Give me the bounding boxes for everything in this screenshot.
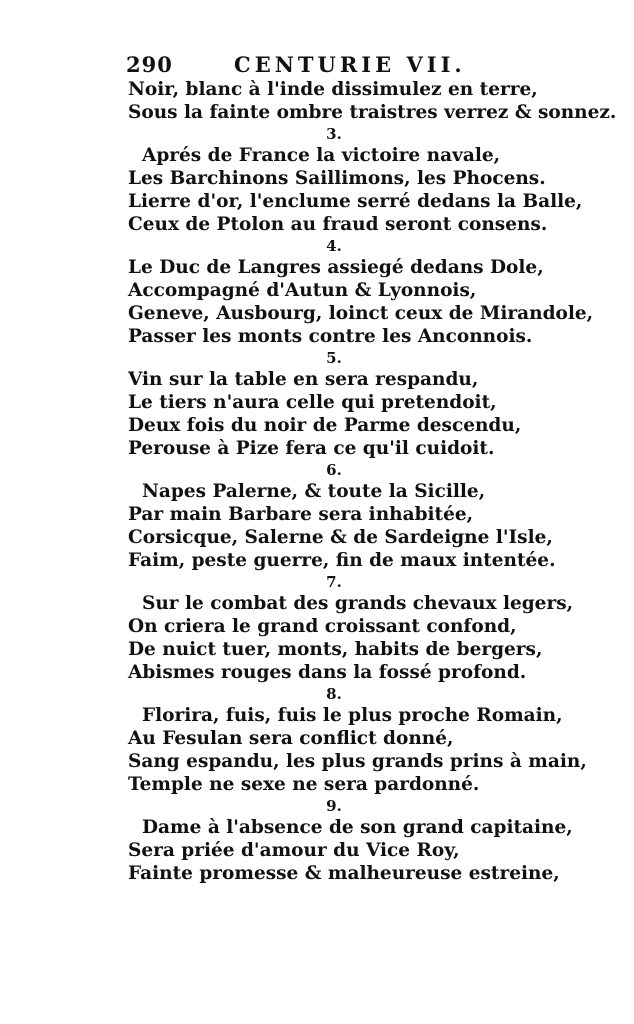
verse-line: Sera priée d'amour du Vice Roy, [128,840,460,861]
verse-text [128,78,617,885]
page-number: 290 [126,52,173,77]
page-header [126,52,546,78]
verse-line: Corsicque, Salerne & de Sardeigne l'Isle, [128,527,553,548]
verse-line: Vin sur la table en sera respandu, [128,369,479,390]
verse-line: Accompagné d'Autun & Lyonnois, [128,280,477,301]
verse-line: Aprés de France la victoire navale, [142,145,501,166]
verse-line: Au Fesulan sera conflict donné, [128,728,454,749]
verse-line: De nuict tuer, monts, habits de bergers, [128,639,543,660]
verse-line: Sur le combat des grands chevaux legers, [142,593,574,614]
quatrain-number: 7. [326,573,342,591]
verse-line: Passer les monts contre les Anconnois. [128,326,533,347]
quatrain-number: 4. [326,237,342,255]
verse-line: Lierre d'or, l'enclume serré dedans la Balle, [128,191,583,212]
verse-line: Deux fois du noir de Parme descendu, [128,415,522,436]
quatrain-number: 6. [326,461,342,479]
verse-line: Napes Palerne, & toute la Sicille, [142,481,486,502]
verse-line: On criera le grand croissant confond, [128,616,517,637]
quatrain-number: 3. [326,125,342,143]
running-title: CENTURIE VII. [234,52,466,77]
quatrain-number: 5. [326,349,342,367]
verse-line: Fainte promesse & malheureuse estreine, [128,863,560,884]
verse-line: Noir, blanc à l'inde dissimulez en terre, [128,79,538,100]
verse-line: Temple ne sexe ne sera pardonné. [128,774,480,795]
verse-line: Sang espandu, les plus grands prins à main, [128,751,587,772]
verse-line: Geneve, Ausbourg, loinct ceux de Mirandole, [128,303,594,324]
verse-line: Perouse à Pize fera ce qu'il cuidoit. [128,438,495,459]
verse-line: Faim, peste guerre, fin de maux intentée. [128,550,556,571]
verse-line: Dame à l'absence de son grand capitaine, [142,817,573,838]
verse-line: Par main Barbare sera inhabitée, [128,504,474,525]
verse-line: Ceux de Ptolon au fraud seront consens. [128,214,548,235]
verse-line: Florira, fuis, fuis le plus proche Romain, [142,705,563,726]
quatrain-number: 8. [326,685,342,703]
verse-line: Le Duc de Langres assiegé dedans Dole, [128,257,544,278]
verse-line: Les Barchinons Saillimons, les Phocens. [128,168,546,189]
quatrain-number: 9. [326,797,342,815]
verse-line: Abismes rouges dans la fossé profond. [128,662,527,683]
verse-line: Le tiers n'aura celle qui pretendoit, [128,392,497,413]
verse-line: Sous la fainte ombre traistres verrez & sonnez. [128,102,617,123]
